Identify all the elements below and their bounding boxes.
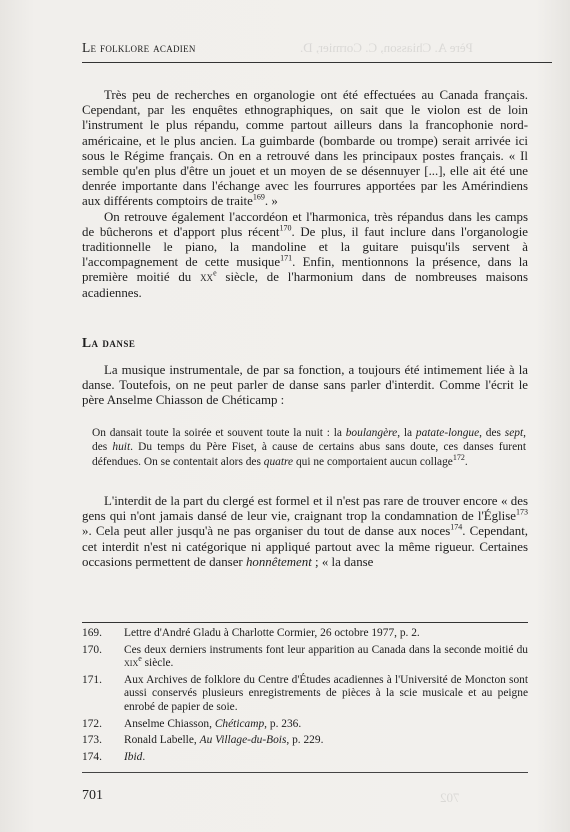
quote-text: On dansait toute la soirée et souvent toute la nuit : la boulangère, la patate-longue, des sept, des huit. Du temps du Père Fiset, à cause de certains abus sans doute, ces danses furent défendues. On se contentait alors des quatre qui ne comportaient aucun collage$^{172}$.	[92, 427, 527, 468]
footnote-text: Anselme Chiasson, Chéticamp, p. 236.	[124, 717, 302, 730]
footnote-number: 170.	[82, 643, 102, 656]
footnote-174	[82, 751, 528, 765]
block-quote	[92, 426, 526, 469]
footnote-rule	[82, 622, 528, 623]
body-text-lower	[82, 494, 528, 570]
footnote-number: 174.	[82, 750, 102, 763]
footnote-text: Aux Archives de folklore du Centre d'Études acadiennes à l'Université de Moncton sont aussi conservés plusieurs enregistrements de pièces à la scie musicale et au peigne enrobé de papier de soie.	[124, 673, 528, 713]
paragraph-organology: Très peu de recherches en organologie ont été effectuées au Canada français. Cependant, par les enquêtes ethnographiques, on sait que le violon est de loin l'instrument le plus répandu, comme partout ailleurs dans la francophonie nord-américaine, et le plus ancien. La guimbarde (bombarde ou trompe) serait arrivée ici sous le Régime français. On en a retrouvé dans les principaux postes français. « Il semble qu'en plus d'être un jouet et un moyen de se désennuyer [...], elle ait été une denrée importante dans l'échange avec les fourrures apportées par les Amérindiens aux différents comptoirs de traite$^{169}$. »	[82, 88, 528, 209]
paragraph-dance-intro: La musique instrumentale, de par sa fonction, a toujours été intimement liée à la danse. Toutefois, on ne peut parler de danse sans parler d'interdit. Comme l'écrit le père Anselme Chiasson de Chéticamp :	[82, 363, 528, 408]
footnote-172	[82, 718, 528, 732]
show-through-page-number: 702	[440, 790, 460, 805]
footnote-text: Lettre d'André Gladu à Charlotte Cormier, 26 octobre 1977, p. 2.	[124, 627, 420, 639]
running-header: Le folklore acadien	[82, 40, 196, 55]
footnote-169	[82, 627, 528, 641]
body-text-upper	[82, 88, 528, 301]
paragraph-instruments: On retrouve également l'accordéon et l'harmonica, très répandus dans les camps de bûcherons et d'apport plus récent$^{170}$. De plus, il faut inclure dans l'organologie traditionnelle le piano, la mandoline et la guitare puisqu'ils servent à l'accompagnement de cette musique$^{171}$. Enfin, mentionnons la présence, dans la première moitié du $xx^e$ siècle, de l'harmonium dans de nombreuses maisons acadiennes.	[82, 209, 529, 300]
page-number: 701	[82, 788, 103, 803]
footnote-171	[82, 674, 528, 715]
footnote-number: 173.	[82, 734, 102, 747]
footnote-173	[82, 734, 528, 748]
footnote-170	[82, 644, 528, 671]
paragraph-interdit: L'interdit de la part du clergé est formel et il n'est pas rare de trouver encore « des gens qui n'ont jamais dansé de leur vie, craignant trop la condamnation de l'Église$^{173}$ ». Cela peut aller jusqu'à ne pas organiser du tout de danse aux noces$^{174}$. Cependant, cet interdit n'est ni catégorique ni appliqué partout avec la même rigueur. Certaines occasions permettent de danser honnêtement ; « la danse	[82, 494, 529, 569]
show-through-header: Père A. Chiasson, C. Cormier, D.	[300, 40, 473, 55]
footnote-text: Ibid.	[124, 750, 146, 763]
section-title: La danse	[82, 335, 136, 350]
body-text-dance-intro	[82, 363, 528, 409]
footnote-number: 171.	[82, 673, 102, 686]
footnote-text: Ces deux derniers instruments font leur apparition au Canada dans la seconde moitié du xix$^e$ siècle.	[124, 643, 528, 670]
footnote-number: 169.	[82, 627, 102, 639]
footnote-text: Ronald Labelle, Au Village-du-Bois, p. 229.	[124, 734, 324, 747]
page-bottom-rule	[82, 772, 528, 773]
header-rule	[82, 62, 552, 63]
footnote-number: 172.	[82, 717, 102, 730]
footnotes	[82, 627, 528, 767]
